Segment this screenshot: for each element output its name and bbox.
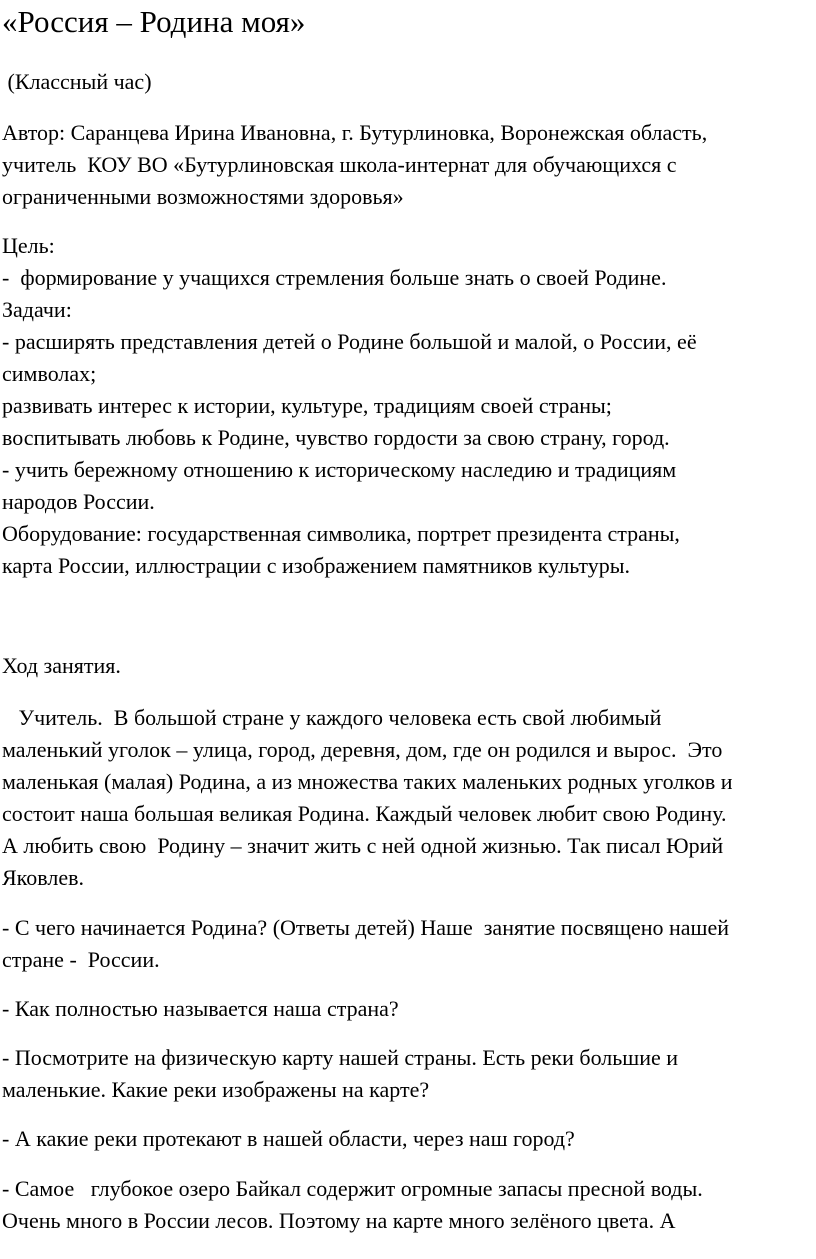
section-heading: Ход занятия.	[2, 653, 121, 678]
teacher-paragraph-line: маленькая (малая) Родина, а из множества таких маленьких родных уголков и	[2, 769, 733, 794]
goal-item: - формирование у учащихся стремления больше знать о своей Родине.	[2, 265, 667, 290]
author-line: ограниченными возможностями здоровья»	[2, 184, 404, 209]
task-item: народов России.	[2, 489, 155, 514]
task-item: символах;	[2, 361, 97, 386]
teacher-paragraph-line: А любить свою Родину – значит жить с ней одной жизнью. Так писал Юрий	[2, 833, 724, 858]
task-item: - расширять представления детей о Родине большой и малой, о России, её	[2, 329, 697, 354]
task-item: - учить бережному отношению к историческому наследию и традициям	[2, 457, 677, 482]
teacher-paragraph-line: Учитель. В большой стране у каждого человека есть свой любимый	[2, 705, 662, 730]
task-item: воспитывать любовь к Родине, чувство гордости за свою страну, город.	[2, 425, 670, 450]
question-line: - Посмотрите на физическую карту нашей страны. Есть реки большие и	[2, 1045, 679, 1070]
equipment-line: Оборудование: государственная символика, портрет президента страны,	[2, 521, 680, 546]
question-line: - Как полностью называется наша страна?	[2, 996, 399, 1021]
task-item: развивать интерес к истории, культуре, традициям своей страны;	[2, 393, 612, 418]
teacher-paragraph-line: состоит наша большая великая Родина. Каждый человек любит свою Родину.	[2, 801, 727, 826]
document-subtitle: (Классный час)	[2, 69, 152, 94]
question-line: Очень много в России лесов. Поэтому на карте много зелёного цвета. А	[2, 1208, 676, 1233]
equipment-line: карта России, иллюстрации с изображением памятников культуры.	[2, 553, 631, 578]
question-line: - А какие реки протекают в нашей области, через наш город?	[2, 1126, 575, 1151]
teacher-paragraph-line: Яковлев.	[2, 865, 84, 890]
question-line: - С чего начинается Родина? (Ответы детей) Наше занятие посвящено нашей	[2, 915, 730, 940]
question-line: маленькие. Какие реки изображены на карте?	[2, 1077, 430, 1102]
author-line: учитель КОУ ВО «Бутурлиновская школа-интернат для обучающихся с	[2, 152, 677, 177]
document-title: «Россия – Родина моя»	[2, 4, 306, 39]
goal-label: Цель:	[2, 233, 55, 258]
tasks-label: Задачи:	[2, 297, 72, 322]
teacher-paragraph-line: маленький уголок – улица, город, деревня, дом, где он родился и вырос. Это	[2, 737, 723, 762]
question-line: стране - России.	[2, 947, 160, 972]
author-line: Автор: Саранцева Ирина Ивановна, г. Бутурлиновка, Воронежская область,	[2, 120, 708, 145]
question-line: - Самое глубокое озеро Байкал содержит огромные запасы пресной воды.	[2, 1176, 703, 1201]
